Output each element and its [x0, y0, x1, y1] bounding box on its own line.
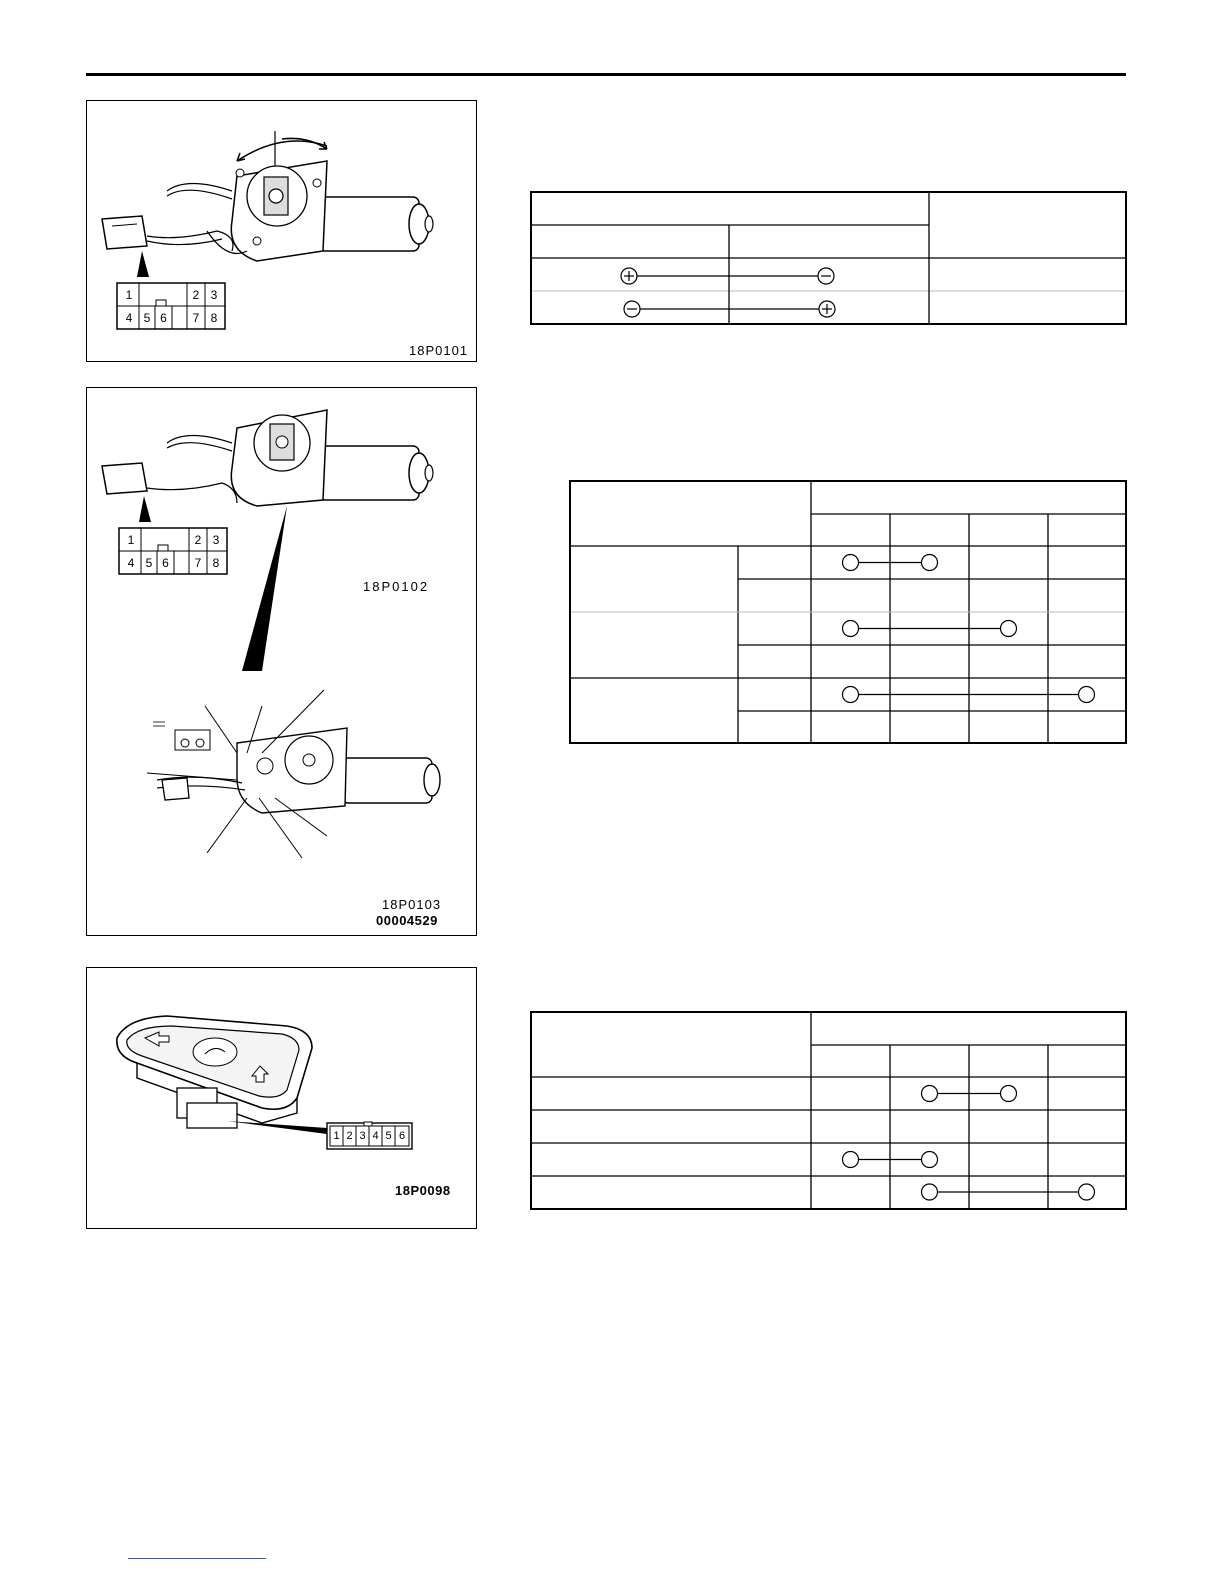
figure-switch: [86, 967, 477, 1229]
figure-code: 18P0101: [409, 343, 469, 358]
connector-pin: 8: [210, 311, 218, 325]
limit-switch-continuity-table: [569, 480, 1127, 744]
figure-motor-rotation: [86, 100, 477, 362]
connector-pin: 1: [333, 1130, 340, 1142]
limit-switch-grid: [571, 482, 1125, 742]
connector-pin: 5: [385, 1130, 392, 1142]
figure-code: 18P0102: [363, 579, 430, 594]
motor-direction-table: [530, 191, 1127, 325]
figure-code: 18P0098: [395, 1183, 451, 1198]
connector-pin: 1: [127, 533, 135, 547]
connector-pin: 4: [127, 556, 135, 570]
connector-pin: 6: [398, 1130, 406, 1142]
connector-pin: 7: [194, 556, 202, 570]
connector-pin: 6: [160, 311, 167, 325]
switch-continuity-table: [530, 1011, 1127, 1210]
connector-pin: 5: [145, 556, 153, 570]
connector-pin: 1: [125, 288, 133, 302]
figure-limit-switch: [86, 387, 477, 936]
table1-row-1: [621, 268, 834, 284]
connector-pin: 2: [346, 1130, 353, 1142]
table3-continuity-mark: [922, 1184, 1095, 1200]
figure-code: 00004529: [376, 913, 438, 928]
connector-pin: 5: [143, 311, 151, 325]
connector-pin: 4: [125, 311, 133, 325]
connector-pin: 8: [212, 556, 220, 570]
motor-direction-grid: [532, 193, 1125, 323]
connector-pin: 2: [194, 533, 202, 547]
figure-code: 18P0103: [382, 897, 442, 912]
connector-pin: 3: [212, 533, 220, 547]
header-rule: [86, 73, 1126, 76]
connector-pin: 7: [192, 311, 200, 325]
connector-pin: 3: [210, 288, 218, 302]
motor-illustration-2: [87, 388, 478, 937]
connector-pin: 2: [192, 288, 200, 302]
table2-continuity-mark: [843, 621, 1017, 637]
connector-pin: 3: [359, 1130, 366, 1142]
switch-grid: [532, 1013, 1125, 1208]
footer-link-underline: [128, 1558, 266, 1559]
connector-pin: 4: [372, 1130, 379, 1142]
connector-pin: 6: [162, 556, 169, 570]
